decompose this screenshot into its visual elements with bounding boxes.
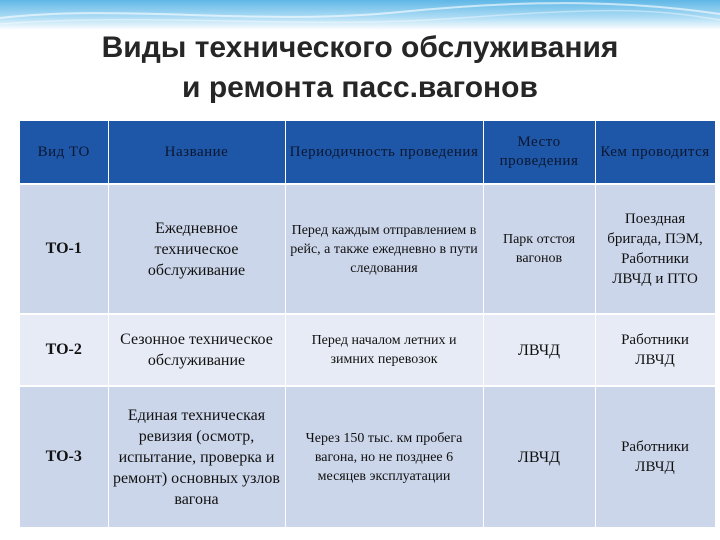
cell-who: Поездная бригада, ПЭМ, Работники ЛВЧД и ПТО bbox=[595, 184, 715, 314]
table-header-row bbox=[20, 121, 715, 184]
slide-title bbox=[0, 28, 720, 108]
wave-decoration-icon bbox=[0, 0, 720, 30]
cell-type: ТО-1 bbox=[20, 184, 108, 314]
cell-place: ЛВЧД bbox=[483, 386, 595, 528]
cell-name: Ежедневное техническое обслуживание bbox=[108, 184, 285, 314]
header-place: Место проведения bbox=[483, 121, 595, 184]
cell-place: ЛВЧД bbox=[483, 314, 595, 386]
table-row bbox=[20, 184, 715, 314]
header-type: Вид ТО bbox=[20, 121, 108, 184]
header-period: Периодичность проведения bbox=[285, 121, 483, 184]
cell-type: ТО-2 bbox=[20, 314, 108, 386]
cell-period: Перед началом летних и зимних перевозок bbox=[285, 314, 483, 386]
decorative-top-band bbox=[0, 0, 720, 30]
cell-period: Перед каждым отправлением в рейс, а также ежедневно в пути следования bbox=[285, 184, 483, 314]
cell-period: Через 150 тыс. км пробега вагона, но не позднее 6 месяцев эксплуатации bbox=[285, 386, 483, 528]
table-row bbox=[20, 386, 715, 528]
table-row bbox=[20, 314, 715, 386]
cell-who: Работники ЛВЧД bbox=[595, 386, 715, 528]
header-name: Название bbox=[108, 121, 285, 184]
maintenance-types-table bbox=[20, 121, 716, 529]
cell-type: ТО-3 bbox=[20, 386, 108, 528]
cell-place: Парк отстоя вагонов bbox=[483, 184, 595, 314]
cell-name: Единая техническая ревизия (осмотр, испытание, проверка и ремонт) основных узлов вагона bbox=[108, 386, 285, 528]
slide-title-line-1: Виды технического обслуживания bbox=[101, 31, 619, 64]
cell-who: Работники ЛВЧД bbox=[595, 314, 715, 386]
cell-name: Сезонное техническое обслуживание bbox=[108, 314, 285, 386]
slide-title-line-2: и ремонта пасс.вагонов bbox=[182, 71, 538, 104]
header-who: Кем проводится bbox=[595, 121, 715, 184]
